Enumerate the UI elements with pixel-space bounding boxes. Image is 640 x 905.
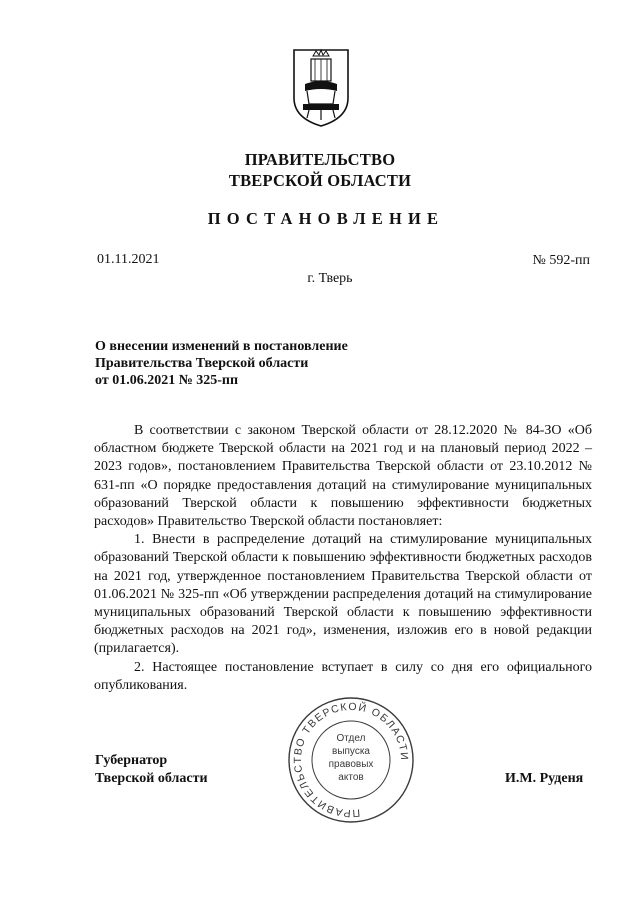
- document-subject: [95, 338, 415, 389]
- svg-text:ПРАВИТЕЛЬСТВО ТВЕРСКОЙ ОБЛАСТИ: ПРАВИТЕЛЬСТВО ТВЕРСКОЙ ОБЛАСТИ: [291, 700, 411, 820]
- signatory-title-line: Губернатор: [95, 753, 168, 768]
- organization-name-line2: ТВЕРСКОЙ ОБЛАСТИ: [228, 171, 412, 190]
- signatory-title-line: Тверской области: [95, 771, 208, 786]
- document-city: г. Тверь: [307, 271, 353, 286]
- organization-name-line1: ПРАВИТЕЛЬСТВО: [244, 150, 396, 169]
- document-date: 01.11.2021: [97, 252, 160, 267]
- subject-line: от 01.06.2021 № 325-пп: [95, 373, 239, 388]
- item-2-paragraph: 2. Настоящее постановление вступает в силу со дня его официального опубликования.: [94, 659, 592, 693]
- signatory-title: [95, 752, 208, 788]
- document-type: ПОСТАНОВЛЕНИЕ: [207, 209, 445, 228]
- item-1-paragraph: 1. Внести в распределение дотаций на стимулирование муниципальных образований Тверской области к повышению эффективности бюджетных расходов на 2021 год, утвержденное постановлением Правительства Тверской области от 01.06.2021 № 325-пп «Об утверждении распределения дотаций на стимулирование муниципальных образований Тверской области к повышению эффективности бюджетных расходов на 2021 год», изменения, изложив его в новой редакции (прилагается).: [94, 532, 592, 657]
- preamble-paragraph: В соответствии с законом Тверской области от 28.12.2020 № 84-ЗО «Об областном бюджете Тверской области на 2021 год и на плановый период 2022 – 2023 годов», постановлением Правительства Тверской области от 23.10.2012 № 631-пп «О порядке предоставления дотаций на стимулирование муниципальных образований Тверской области к повышению эффективности бюджетных расходов» Правительство Тверской области постановляет:: [94, 423, 592, 530]
- svg-text:Отдел: Отдел: [336, 733, 366, 744]
- svg-text:актов: актов: [338, 772, 364, 783]
- coat-of-arms-emblem: [291, 46, 351, 128]
- svg-text:правовых: правовых: [328, 759, 374, 770]
- svg-text:выпуска: выпуска: [332, 746, 370, 757]
- subject-line: Правительства Тверской области: [95, 356, 309, 371]
- round-stamp: [286, 695, 416, 825]
- subject-line: О внесении изменений в постановление: [95, 339, 348, 354]
- document-body: [94, 422, 592, 695]
- document-number: № 592-пп: [532, 253, 590, 268]
- signatory-name: И.М. Руденя: [505, 771, 584, 786]
